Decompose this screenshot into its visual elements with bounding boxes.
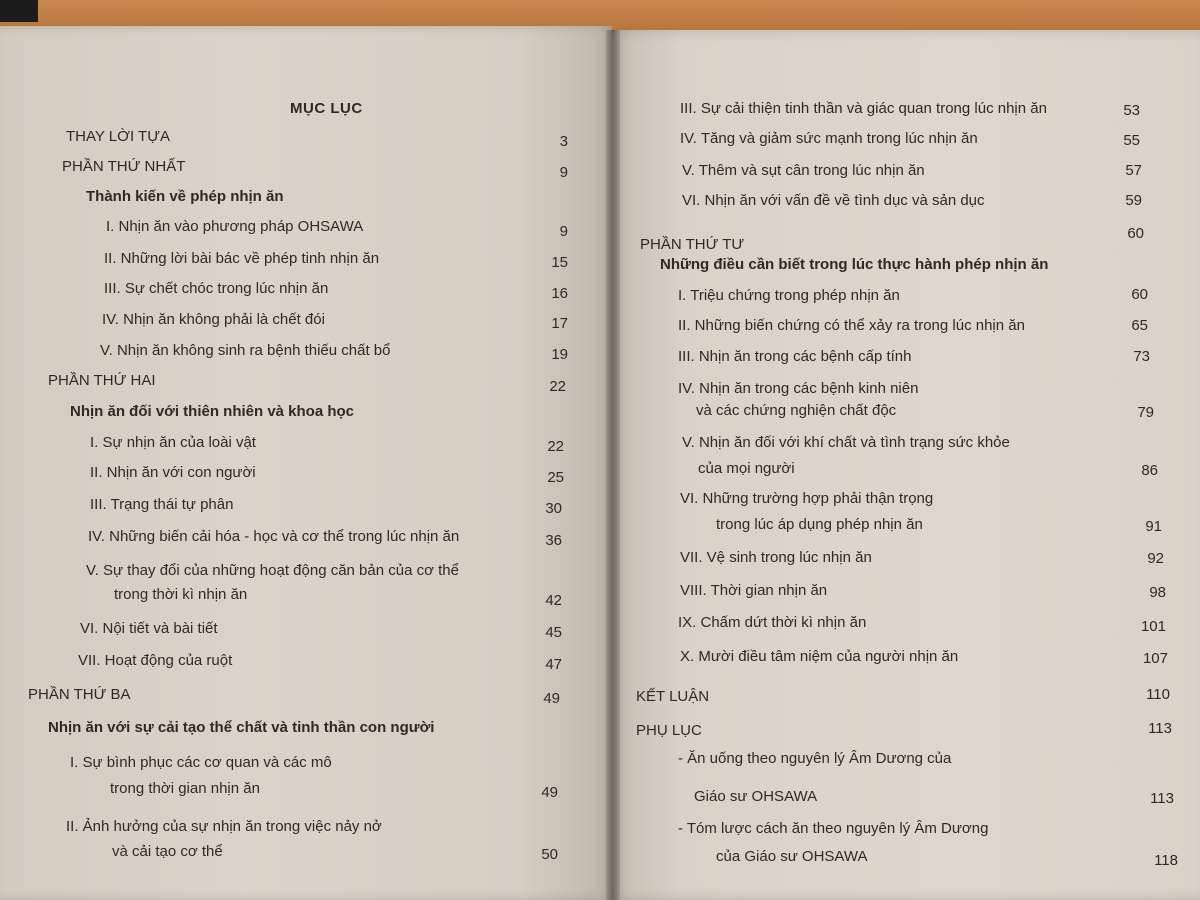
toc-entry-page: 50 xyxy=(541,846,558,863)
toc-entry-text: của mọi người xyxy=(698,460,795,477)
toc-entry-text: II. Nhịn ăn với con người xyxy=(90,464,256,481)
toc-entry-page: 59 xyxy=(1125,192,1142,209)
toc-section-heading: Nhịn ăn đối với thiên nhiên và khoa học xyxy=(70,403,355,420)
toc-part-heading: PHẦN THỨ BA xyxy=(28,686,131,703)
toc-entry-text: VI. Nội tiết và bài tiết xyxy=(80,620,218,637)
toc-entry-page: 42 xyxy=(545,592,562,609)
toc-entry-text: và cải tạo cơ thể xyxy=(112,843,223,860)
toc-part-heading: PHẦN THỨ NHẤT xyxy=(62,158,186,175)
toc-entry-text: I. Sự bình phục các cơ quan và các mô xyxy=(70,754,332,771)
toc-entry-page: 36 xyxy=(545,532,562,549)
toc-section-heading: Những điều cần biết trong lúc thực hành phép nhịn ăn xyxy=(660,256,1049,273)
toc-entry-text: V. Thêm và sụt cân trong lúc nhịn ăn xyxy=(682,162,925,179)
toc-entry-page: 107 xyxy=(1142,650,1168,667)
toc-entry-page: 55 xyxy=(1123,132,1140,149)
toc-entry-page: 19 xyxy=(551,346,568,363)
book-gutter xyxy=(606,30,620,900)
toc-entry-page: 79 xyxy=(1137,404,1154,421)
toc-entry-text: II. Những biến chứng có thể xảy ra trong lúc nhịn ăn xyxy=(678,317,1025,334)
toc-title: MỤC LỤC xyxy=(290,100,363,117)
toc-entry-page: 9 xyxy=(559,223,568,240)
toc-entry-page: 60 xyxy=(1131,286,1148,303)
toc-entry-page: 30 xyxy=(545,500,562,517)
toc-entry-text: của Giáo sư OHSAWA xyxy=(716,848,868,865)
toc-entry-page: 91 xyxy=(1145,518,1162,535)
toc-entry-page: 49 xyxy=(543,690,560,707)
toc-entry-text: V. Nhịn ăn đối với khí chất và tình trạng sức khỏe xyxy=(682,434,1010,451)
toc-entry-page: 9 xyxy=(559,164,568,181)
toc-entry-page: 118 xyxy=(1154,852,1178,869)
toc-entry-page: 22 xyxy=(547,438,564,455)
toc-entry-page: 53 xyxy=(1123,102,1140,119)
toc-entry-page: 49 xyxy=(541,784,558,801)
toc-entry-text: VI. Những trường hợp phải thận trọng xyxy=(680,490,934,507)
toc-entry-page: 92 xyxy=(1147,550,1164,567)
toc-entry-text: VII. Hoạt động của ruột xyxy=(78,652,233,669)
toc-entry-page: 3 xyxy=(559,133,568,150)
toc-entry-text: IX. Chấm dứt thời kì nhịn ăn xyxy=(678,614,867,631)
toc-entry-text: IV. Nhịn ăn trong các bệnh kinh niên xyxy=(678,380,919,397)
toc-entry-page: 86 xyxy=(1141,462,1158,479)
toc-entry-text: I. Triệu chứng trong phép nhịn ăn xyxy=(678,287,900,304)
toc-entry-page: 47 xyxy=(545,656,562,673)
toc-entry-text: trong thời kì nhịn ăn xyxy=(114,586,248,603)
toc-entry-text: trong lúc áp dụng phép nhịn ăn xyxy=(716,516,923,533)
toc-entry-page: 110 xyxy=(1146,686,1170,703)
toc-entry-page: 113 xyxy=(1148,720,1172,737)
toc-entry-page: 73 xyxy=(1133,348,1150,365)
toc-entry-text: VIII. Thời gian nhịn ăn xyxy=(680,582,828,599)
toc-entry-text: I. Sự nhịn ăn của loài vật xyxy=(90,434,256,451)
toc-entry-text: THAY LỜI TỰA xyxy=(66,128,171,145)
toc-part-heading: PHỤ LỤC xyxy=(636,722,702,739)
toc-part-heading: PHẦN THỨ TƯ xyxy=(640,236,745,253)
toc-entry-page: 16 xyxy=(551,285,568,302)
toc-entry-page: 60 xyxy=(1127,225,1144,242)
toc-entry-page: 15 xyxy=(551,254,568,271)
toc-entry-text: và các chứng nghiện chất độc xyxy=(696,402,897,419)
toc-entry-text: IV. Tăng và giảm sức mạnh trong lúc nhịn ăn xyxy=(680,130,978,147)
toc-entry-text: Giáo sư OHSAWA xyxy=(694,788,818,805)
toc-entry-page: 113 xyxy=(1150,790,1174,807)
toc-entry-text: III. Sự cải thiện tinh thần và giác quan trong lúc nhịn ăn xyxy=(680,100,1047,117)
toc-entry-text: VII. Vệ sinh trong lúc nhịn ăn xyxy=(680,549,872,566)
toc-entry-text: - Ăn uống theo nguyên lý Âm Dương của xyxy=(678,750,952,767)
toc-section-heading: Thành kiến về phép nhịn ăn xyxy=(86,188,284,205)
toc-entry-page: 65 xyxy=(1131,317,1148,334)
toc-entry-page: 25 xyxy=(547,469,564,486)
toc-entry-page: 17 xyxy=(551,315,568,332)
toc-entry-text: III. Nhịn ăn trong các bệnh cấp tính xyxy=(678,348,912,365)
toc-entry-text: V. Nhịn ăn không sinh ra bệnh thiếu chất bổ xyxy=(100,342,391,359)
toc-entry-text: V. Sự thay đổi của những hoạt động căn bản của cơ thể xyxy=(86,562,459,579)
toc-part-heading: PHẦN THỨ HAI xyxy=(48,372,156,389)
toc-entry-text: I. Nhịn ăn vào phương pháp OHSAWA xyxy=(106,218,364,235)
toc-entry-text: IV. Những biến cải hóa - học và cơ thể trong lúc nhịn ăn xyxy=(88,528,460,545)
toc-entry-text: VI. Nhịn ăn với vấn đề về tình dục và sản dục xyxy=(682,192,985,209)
toc-entry-text: X. Mười điều tâm niệm của người nhịn ăn xyxy=(680,648,959,665)
toc-entry-page: 98 xyxy=(1149,584,1166,601)
toc-entry-page: 101 xyxy=(1140,618,1166,635)
toc-entry-text: III. Trạng thái tự phân xyxy=(90,496,234,513)
toc-entry-page: 45 xyxy=(545,624,562,641)
toc-part-heading: KẾT LUẬN xyxy=(636,688,710,705)
toc-section-heading: Nhịn ăn với sự cải tạo thể chất và tinh thần con người xyxy=(48,719,435,736)
toc-entry-text: III. Sự chết chóc trong lúc nhịn ăn xyxy=(104,280,329,297)
table-edge-shadow xyxy=(0,0,38,22)
toc-entry-text: II. Ảnh hưởng của sự nhịn ăn trong việc nảy nở xyxy=(66,818,382,835)
toc-entry-text: - Tóm lược cách ăn theo nguyên lý Âm Dương xyxy=(678,820,989,837)
toc-entry-page: 57 xyxy=(1125,162,1142,179)
toc-entry-text: II. Những lời bài bác về phép tinh nhịn ăn xyxy=(104,250,380,267)
toc-entry-text: IV. Nhịn ăn không phải là chết đói xyxy=(102,311,325,328)
toc-entry-text: trong thời gian nhịn ăn xyxy=(110,780,260,797)
toc-entry-page: 22 xyxy=(549,378,566,395)
